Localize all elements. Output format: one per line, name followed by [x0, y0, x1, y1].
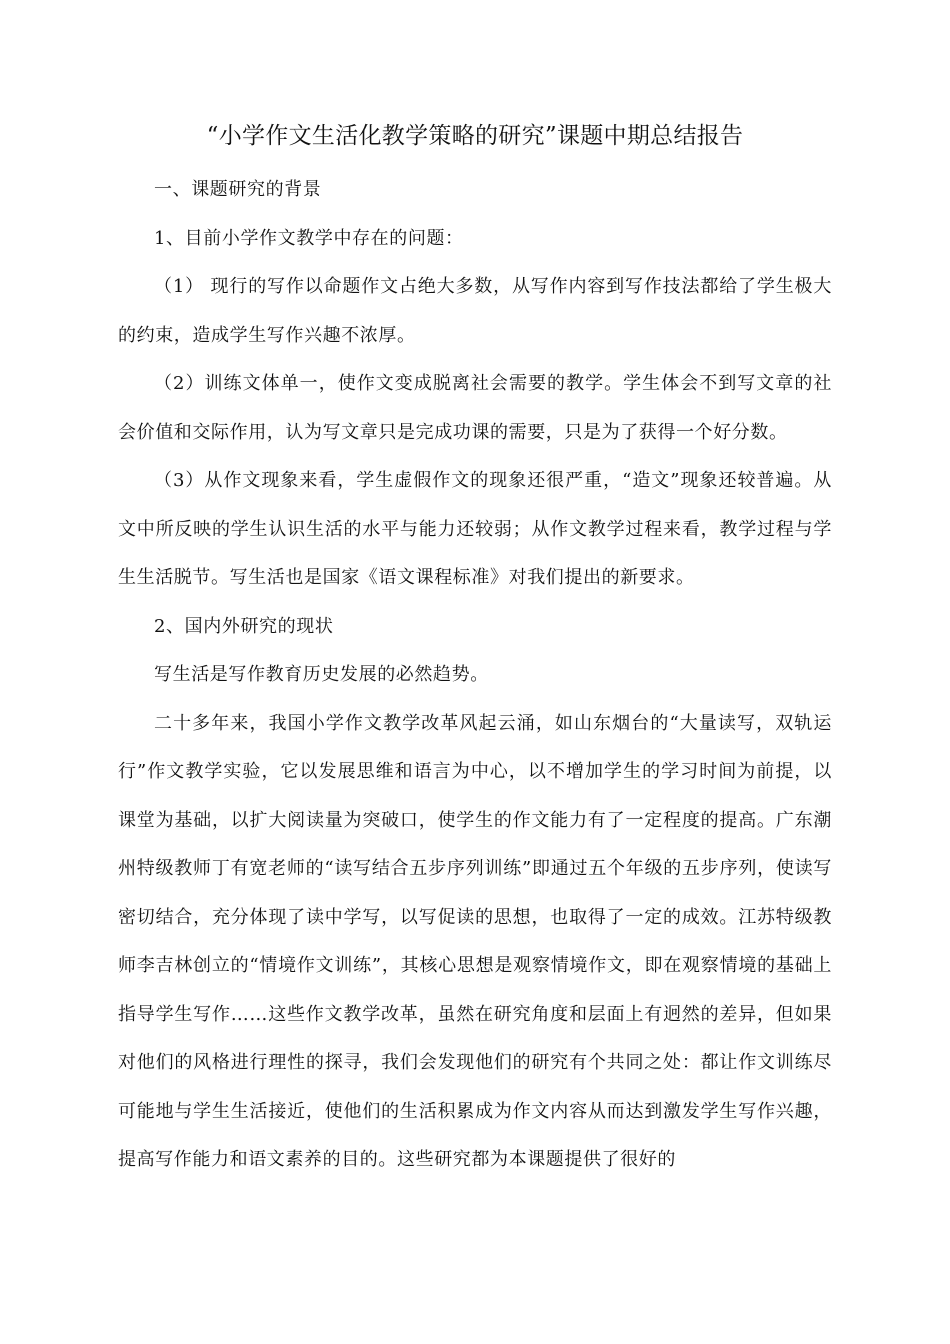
paragraph-problem-3: （3）从作文现象来看，学生虚假作文的现象还很严重，“造文”现象还较普遍。从文中所反映的学生认识生活的水平与能力还较弱；从作文教学过程来看，教学过程与学生生活脱节。写生活也是国家《语文课程标准》对我们提出的新要求。 — [118, 470, 832, 588]
paragraph-reform-history: 二十多年来，我国小学作文教学改革风起云涌，如山东烟台的“大量读写，双轨运行”作文教学实验，它以发展思维和语言为中心，以不增加学生的学习时间为前提，以课堂为基础，以扩大阅读量为突破口，使学生的作文能力有了一定程度的提高。广东潮州特级教师丁有宽老师的“读写结合五步序列训练”即通过五个年级的五步序列，使读写密切结合，充分体现了读中学写，以写促读的思想，也取得了一定的成效。江苏特级教师李吉林创立的“情境作文训练”，其核心思想是观察情境作文，即在观察情境的基础上指导学生写作……这些作文教学改革，虽然在研究角度和层面上有迥然的差异，但如果对他们的风格进行理性的探寻，我们会发现他们的研究有个共同之处：都让作文训练尽可能地与学生生活接近，使他们的生活积累成为作文内容从而达到激发学生写作兴趣，提高写作能力和语文素养的目的。这些研究都为本课题提供了很好的 — [118, 712, 832, 1170]
paragraph-problem-1: （1） 现行的写作以命题作文占绝大多数，从写作内容到写作技法都给了学生极大的约束，造成学生写作兴趣不浓厚。 — [118, 276, 832, 346]
subsection-heading-research-status: 2、国内外研究的现状 — [154, 615, 334, 637]
paragraph-problem-2: （2）训练文体单一，使作文变成脱离社会需要的教学。学生体会不到写文章的社会价值和交际作用，认为写文章只是完成功课的需要，只是为了获得一个好分数。 — [118, 373, 832, 443]
document-body — [118, 166, 832, 1185]
subsection-heading-problems: 1、目前小学作文教学中存在的问题： — [154, 227, 464, 249]
document-title: “小学作文生活化教学策略的研究”课题中期总结报告 — [206, 123, 744, 149]
section-heading-background: 一、课题研究的背景 — [154, 179, 322, 200]
paragraph-trend: 写生活是写作教育历史发展的必然趋势。 — [154, 664, 489, 685]
